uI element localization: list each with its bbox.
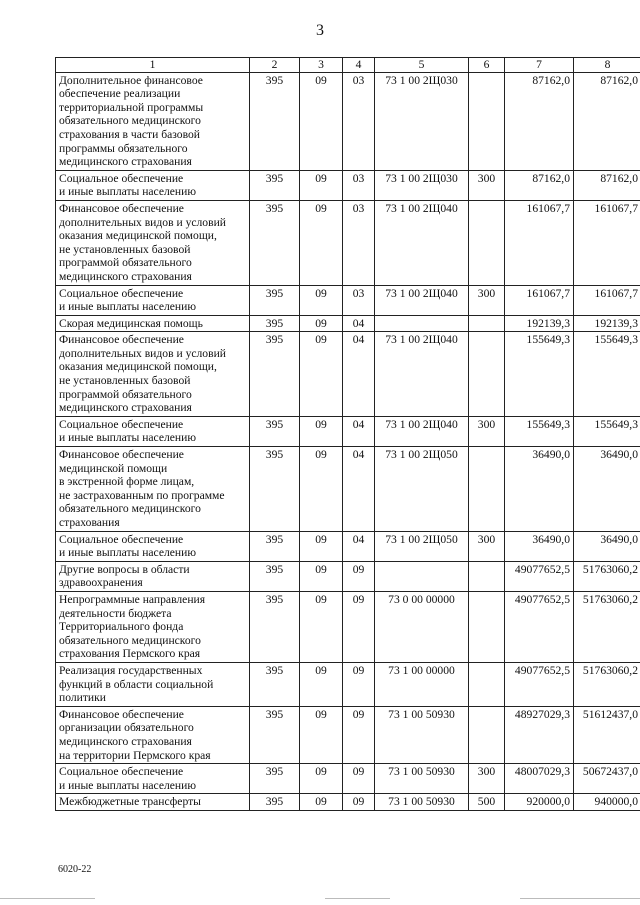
section-cell: 09: [300, 591, 343, 662]
row-name-cell: [56, 662, 250, 706]
subsection-cell: 04: [343, 447, 375, 532]
row-name-line: оказания медицинской помощи,: [59, 360, 217, 374]
section-cell: 09: [300, 531, 343, 561]
amount-cell: 87162,0: [574, 72, 640, 170]
amount-cell: 49077652,5: [505, 662, 574, 706]
table-row: [56, 662, 640, 706]
row-name-line: не установленных базовой: [59, 374, 191, 388]
subsection-cell: 09: [343, 706, 375, 763]
expense-type-cell: [469, 591, 505, 662]
bottom-edge-line: [520, 898, 640, 899]
target-article-cell: 73 1 00 50930: [375, 764, 469, 794]
code-cell: 395: [250, 72, 300, 170]
expense-type-cell: [469, 447, 505, 532]
table-row: [56, 706, 640, 763]
amount-cell: 48927029,3: [505, 706, 574, 763]
row-name-line: медицинского страхования: [59, 269, 192, 283]
budget-table: [55, 57, 640, 811]
row-name-line: и иные выплаты населению: [59, 185, 196, 199]
expense-type-cell: [469, 706, 505, 763]
table-row: [56, 531, 640, 561]
row-name-line: и иные выплаты населению: [59, 300, 196, 314]
row-name-line: Непрограммные направления: [59, 592, 206, 606]
code-cell: 395: [250, 561, 300, 591]
row-name-line: дополнительных видов и условий: [59, 346, 226, 360]
row-name-line: обязательного медицинского: [59, 633, 201, 647]
row-name-line: не застрахованным по программе: [59, 488, 225, 502]
row-name-line: обязательного медицинского: [59, 502, 201, 516]
row-name-cell: [56, 794, 250, 811]
row-name-cell: [56, 416, 250, 446]
column-header: 4: [343, 58, 375, 73]
expense-type-cell: [469, 662, 505, 706]
amount-cell: 51763060,2: [574, 662, 640, 706]
bottom-edge-line: [0, 898, 95, 899]
column-header: 3: [300, 58, 343, 73]
row-name-line: здравоохранения: [59, 576, 143, 590]
section-cell: 09: [300, 447, 343, 532]
row-name-line: Дополнительное финансовое: [59, 73, 203, 87]
expense-type-cell: [469, 561, 505, 591]
expense-type-cell: 300: [469, 531, 505, 561]
expense-type-cell: [469, 72, 505, 170]
amount-cell: 161067,7: [574, 285, 640, 315]
code-cell: 395: [250, 416, 300, 446]
bottom-edge-line: [325, 898, 390, 899]
row-name-cell: [56, 332, 250, 417]
table-row: [56, 447, 640, 532]
amount-cell: 192139,3: [574, 315, 640, 332]
row-name-cell: [56, 200, 250, 285]
target-article-cell: 73 1 00 00000: [375, 662, 469, 706]
row-name-line: обеспечение реализации: [59, 87, 181, 101]
amount-cell: 50672437,0: [574, 764, 640, 794]
row-name-line: Социальное обеспечение: [59, 765, 184, 779]
target-article-cell: 73 0 00 00000: [375, 591, 469, 662]
expense-type-cell: [469, 315, 505, 332]
amount-cell: 36490,0: [505, 447, 574, 532]
table-row: [56, 200, 640, 285]
row-name-line: деятельности бюджета: [59, 606, 172, 620]
target-article-cell: 73 1 00 50930: [375, 794, 469, 811]
row-name-line: Социальное обеспечение: [59, 171, 184, 185]
row-name-line: Социальное обеспечение: [59, 532, 184, 546]
amount-cell: 51763060,2: [574, 591, 640, 662]
section-cell: 09: [300, 662, 343, 706]
table-row: [56, 315, 640, 332]
row-name-line: оказания медицинской помощи,: [59, 229, 217, 243]
table-row: [56, 72, 640, 170]
row-name-line: программой обязательного: [59, 387, 192, 401]
row-name-line: и иные выплаты населению: [59, 546, 196, 560]
section-cell: 09: [300, 416, 343, 446]
target-article-cell: [375, 315, 469, 332]
row-name-cell: [56, 706, 250, 763]
column-header: 7: [505, 58, 574, 73]
subsection-cell: 03: [343, 72, 375, 170]
row-name-line: Финансовое обеспечение: [59, 448, 184, 462]
table-row: [56, 170, 640, 200]
row-name-line: функций в области социальной: [59, 677, 214, 691]
row-name-line: Другие вопросы в области: [59, 562, 190, 576]
row-name-line: страхования Пермского края: [59, 647, 201, 661]
table-row: [56, 794, 640, 811]
row-name-line: и иные выплаты населению: [59, 778, 196, 792]
row-name-line: обязательного медицинского: [59, 114, 201, 128]
table-row: [56, 591, 640, 662]
subsection-cell: 09: [343, 764, 375, 794]
subsection-cell: 04: [343, 332, 375, 417]
amount-cell: 940000,0: [574, 794, 640, 811]
target-article-cell: 73 1 00 2Щ030: [375, 72, 469, 170]
row-name-cell: [56, 72, 250, 170]
amount-cell: 155649,3: [574, 416, 640, 446]
row-name-line: Реализация государственных: [59, 663, 203, 677]
amount-cell: 920000,0: [505, 794, 574, 811]
expense-type-cell: 300: [469, 170, 505, 200]
code-cell: 395: [250, 794, 300, 811]
code-cell: 395: [250, 591, 300, 662]
row-name-line: Территориального фонда: [59, 620, 184, 634]
amount-cell: 51612437,0: [574, 706, 640, 763]
row-name-line: территориальной программы: [59, 100, 204, 114]
table-row: [56, 332, 640, 417]
page-number: 3: [316, 22, 324, 39]
target-article-cell: 73 1 00 2Щ050: [375, 531, 469, 561]
subsection-cell: 03: [343, 285, 375, 315]
row-name-cell: [56, 591, 250, 662]
section-cell: 09: [300, 332, 343, 417]
amount-cell: 87162,0: [505, 72, 574, 170]
amount-cell: 155649,3: [505, 416, 574, 446]
section-cell: 09: [300, 706, 343, 763]
row-name-line: в экстренной форме лицам,: [59, 475, 195, 489]
column-header: 2: [250, 58, 300, 73]
subsection-cell: 09: [343, 794, 375, 811]
row-name-line: программы обязательного: [59, 141, 188, 155]
table-row: [56, 285, 640, 315]
column-header: 1: [56, 58, 250, 73]
section-cell: 09: [300, 315, 343, 332]
amount-cell: 36490,0: [505, 531, 574, 561]
row-name-line: Финансовое обеспечение: [59, 201, 184, 215]
target-article-cell: 73 1 00 2Щ040: [375, 416, 469, 446]
subsection-cell: 03: [343, 200, 375, 285]
code-cell: 395: [250, 285, 300, 315]
expense-type-cell: [469, 200, 505, 285]
expense-type-cell: 300: [469, 764, 505, 794]
row-name-line: программой обязательного: [59, 256, 192, 270]
row-name-line: медицинского страхования: [59, 155, 192, 169]
row-name-cell: [56, 531, 250, 561]
table-row: [56, 764, 640, 794]
table-row: [56, 416, 640, 446]
subsection-cell: 04: [343, 531, 375, 561]
row-name-cell: [56, 447, 250, 532]
amount-cell: 87162,0: [505, 170, 574, 200]
column-header: 5: [375, 58, 469, 73]
row-name-cell: [56, 170, 250, 200]
subsection-cell: 09: [343, 561, 375, 591]
amount-cell: 161067,7: [505, 200, 574, 285]
subsection-cell: 04: [343, 315, 375, 332]
code-cell: 395: [250, 170, 300, 200]
code-cell: 395: [250, 447, 300, 532]
amount-cell: 192139,3: [505, 315, 574, 332]
target-article-cell: 73 1 00 2Щ040: [375, 285, 469, 315]
target-article-cell: 73 1 00 2Щ040: [375, 200, 469, 285]
row-name-line: Социальное обеспечение: [59, 286, 184, 300]
target-article-cell: 73 1 00 50930: [375, 706, 469, 763]
row-name-line: Финансовое обеспечение: [59, 333, 184, 347]
expense-type-cell: [469, 332, 505, 417]
row-name-cell: [56, 764, 250, 794]
code-cell: 395: [250, 200, 300, 285]
section-cell: 09: [300, 170, 343, 200]
target-article-cell: [375, 561, 469, 591]
target-article-cell: 73 1 00 2Щ040: [375, 332, 469, 417]
row-name-line: на территории Пермского края: [59, 748, 211, 762]
table-row: [56, 561, 640, 591]
subsection-cell: 09: [343, 591, 375, 662]
amount-cell: 49077652,5: [505, 561, 574, 591]
amount-cell: 36490,0: [574, 531, 640, 561]
amount-cell: 161067,7: [574, 200, 640, 285]
row-name-line: Финансовое обеспечение: [59, 707, 184, 721]
row-name-line: страхования в части базовой: [59, 127, 200, 141]
row-name-line: организации обязательного: [59, 721, 194, 735]
section-cell: 09: [300, 794, 343, 811]
row-name-line: политики: [59, 691, 106, 705]
row-name-line: медицинского страхования: [59, 401, 192, 415]
column-header: 8: [574, 58, 640, 73]
row-name-line: страхования: [59, 516, 120, 529]
amount-cell: 49077652,5: [505, 591, 574, 662]
document-code: 6020-22: [58, 864, 92, 875]
section-cell: 09: [300, 561, 343, 591]
row-name-cell: [56, 315, 250, 332]
row-name-line: Социальное обеспечение: [59, 417, 184, 431]
amount-cell: 161067,7: [505, 285, 574, 315]
target-article-cell: 73 1 00 2Щ030: [375, 170, 469, 200]
target-article-cell: 73 1 00 2Щ050: [375, 447, 469, 532]
row-name-line: Скорая медицинская помощь: [59, 316, 203, 330]
subsection-cell: 09: [343, 662, 375, 706]
row-name-cell: [56, 285, 250, 315]
row-name-cell: [56, 561, 250, 591]
section-cell: 09: [300, 200, 343, 285]
expense-type-cell: 300: [469, 416, 505, 446]
code-cell: 395: [250, 332, 300, 417]
row-name-line: дополнительных видов и условий: [59, 215, 226, 229]
subsection-cell: 03: [343, 170, 375, 200]
table-header-row: [56, 58, 640, 73]
row-name-line: Межбюджетные трансферты: [59, 795, 201, 809]
amount-cell: 155649,3: [505, 332, 574, 417]
expense-type-cell: 500: [469, 794, 505, 811]
amount-cell: 87162,0: [574, 170, 640, 200]
column-header: 6: [469, 58, 505, 73]
subsection-cell: 04: [343, 416, 375, 446]
amount-cell: 36490,0: [574, 447, 640, 532]
section-cell: 09: [300, 285, 343, 315]
code-cell: 395: [250, 531, 300, 561]
row-name-line: и иные выплаты населению: [59, 431, 196, 445]
code-cell: 395: [250, 315, 300, 332]
row-name-line: медицинской помощи: [59, 461, 168, 475]
table-body: [56, 72, 640, 810]
section-cell: 09: [300, 764, 343, 794]
code-cell: 395: [250, 706, 300, 763]
row-name-line: медицинского страхования: [59, 734, 192, 748]
section-cell: 09: [300, 72, 343, 170]
code-cell: 395: [250, 662, 300, 706]
amount-cell: 155649,3: [574, 332, 640, 417]
amount-cell: 48007029,3: [505, 764, 574, 794]
amount-cell: 51763060,2: [574, 561, 640, 591]
expense-type-cell: 300: [469, 285, 505, 315]
row-name-line: не установленных базовой: [59, 242, 191, 256]
code-cell: 395: [250, 764, 300, 794]
